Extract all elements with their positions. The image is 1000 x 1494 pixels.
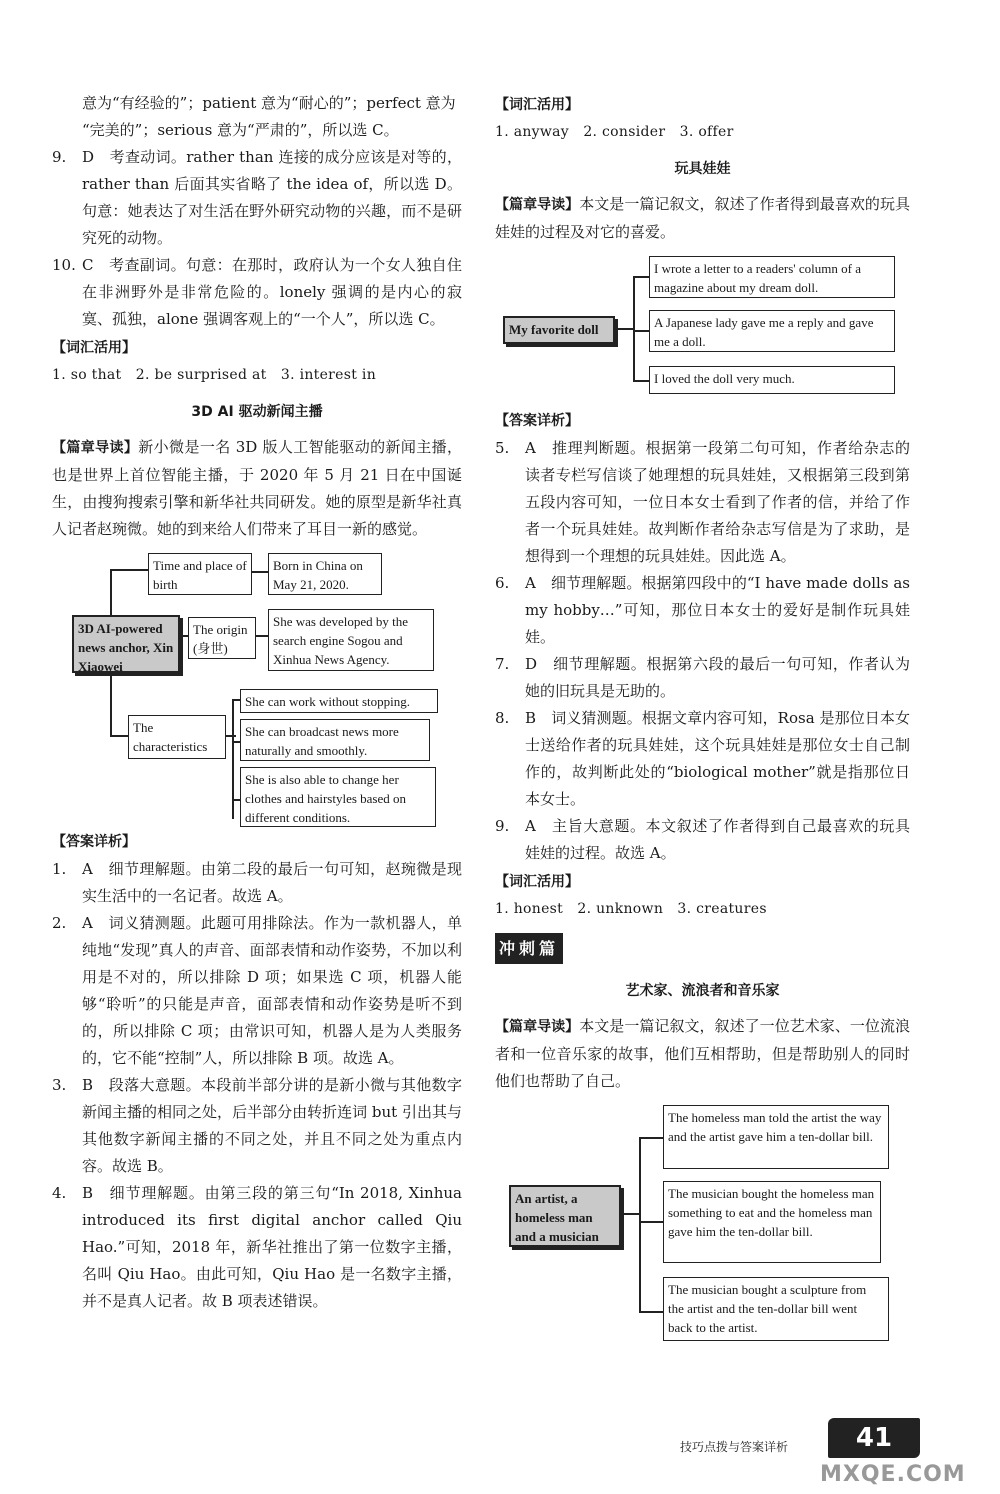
vocab-list: 1. so that 2. be surprised at 3. interest in (52, 367, 377, 383)
answer-item-7 (495, 651, 910, 705)
footer-caption: 技巧点拨与答案详析 (680, 1440, 789, 1454)
vocab-heading-2: 【词汇活用】 (495, 874, 579, 890)
answer-item-6 (495, 570, 910, 651)
answers-heading: 【答案详析】 (52, 834, 136, 850)
lead-paragraph-2 (495, 1013, 910, 1095)
answer-number: 9. (52, 148, 67, 166)
vocab-list: 1. anyway 2. consider 3. offer (495, 124, 734, 140)
intro-line-1: 意为“有经验的”；patient 意为“耐心的”；perfect 意为 (82, 94, 456, 112)
answer-item-5 (495, 435, 910, 570)
lead-text: 本文是一篇记叙文，叙述了一位艺术家、一位流浪者和一位音乐家的故事，他们互相帮助，但是帮助别人的同时他们也帮助了自己。 (495, 1017, 910, 1090)
answer-item-4 (52, 1180, 462, 1315)
answer-text: A 主旨大意题。本文叙述了作者得到自己最喜欢的玩具娃娃的过程。故选 A。 (525, 817, 910, 862)
root-favorite-doll: My favorite doll (503, 316, 615, 344)
branch-characteristics: The characteristics (128, 715, 226, 759)
lead-label: 【篇章导读】 (52, 440, 139, 456)
article-title-2: 艺术家、流浪者和音乐家 (625, 983, 780, 999)
detail-doll-2: A Japanese lady gave me a reply and gave me a doll. (649, 310, 895, 352)
answer-text: D 细节理解题。根据第六段的最后一句可知，作者认为她的旧玩具是无助的。 (525, 655, 910, 700)
lead-label: 【篇章导读】 (495, 1019, 580, 1035)
answer-item-8 (495, 705, 910, 813)
left-column (52, 90, 462, 1315)
detail-characteristic-2: She can broadcast news more naturally and smoothly. (240, 719, 430, 761)
detail-artist-2: The musician bought the homeless man something to eat and the homeless man gave him the ten-dollar bill. (663, 1181, 881, 1263)
answer-text: A 细节理解题。由第二段的最后一句可知，赵琬微是现实生活中的一名记者。故选 A。 (82, 860, 462, 905)
answer-text: A 词义猜测题。此题可用排除法。作为一款机器人，单纯地“发现”真人的声音、面部表情和动作姿势，不加以利用是不对的，所以排除 D 项；如果选 C 项，机器人能够“聆听”的只能是声音，面部表情和动作姿势是听不到的，所以排除 C 项；由常识可知，机器人是为人类服务的，它不能“控制”人，所以排除 B 项。故选 A。 (82, 914, 463, 1067)
lead-label: 【篇章导读】 (495, 197, 580, 213)
answer-number: 1. (52, 860, 67, 878)
answer-number: 7. (495, 655, 510, 673)
root-news-anchor: 3D AI-powered news anchor, Xin Xiaowei (72, 615, 180, 673)
answer-item-9 (495, 813, 910, 867)
right-column (495, 90, 910, 1351)
article-title: 玩具娃娃 (674, 161, 731, 177)
detail-doll-1: I wrote a letter to a readers' column of a magazine about my dream doll. (649, 256, 895, 298)
answer-number: 8. (495, 709, 510, 727)
answer-item-2 (52, 910, 462, 1072)
answer-number: 2. (52, 914, 67, 932)
vocab-heading: 【词汇活用】 (52, 340, 136, 356)
lead-text: 新小微是一名 3D 版人工智能驱动的新闻主播，也是世界上首位智能主播，于 2020 年 5 月 21 日在中国诞生，由搜狗搜索引擎和新华社共同研发。她的原型是新华社真人记者赵琬微。她的到来给人们带来了耳目一新的感觉。 (52, 438, 463, 538)
vocab-list-2: 1. honest 2. unknown 3. creatures (495, 901, 767, 917)
section-badge-rush: 冲刺篇 (495, 933, 563, 964)
answer-number: 4. (52, 1184, 67, 1202)
page-number: 41 (828, 1418, 920, 1458)
mind-map-artist (495, 1105, 910, 1345)
answer-number: 10. (52, 256, 76, 274)
answer-number: 6. (495, 574, 510, 592)
answers-heading: 【答案详析】 (495, 413, 579, 429)
detail-origin: She was developed by the search engine Sogou and Xinhua News Agency. (268, 609, 434, 671)
lead-paragraph (52, 434, 462, 543)
answer-item-10 (52, 252, 462, 333)
answer-text: C 考查副词。句意：在那时，政府认为一个女人独自住在非洲野外是非常危险的。lonely 强调的是内心的寂寞、孤独，alone 强调客观上的“一个人”，所以选 C。 (82, 256, 462, 328)
branch-time-place: Time and place of birth (148, 553, 252, 595)
answer-text: B 词义猜测题。根据文章内容可知，Rosa 是那位日本女士送给作者的玩具娃娃，这个玩具娃娃是那位女士自己制作的，故判断此处的“biological mother”就是指那位日本女士。 (525, 709, 910, 808)
detail-birth: Born in China on May 21, 2020. (268, 553, 382, 595)
lead-paragraph (495, 191, 910, 246)
answer-number: 5. (495, 439, 510, 457)
answer-item-9 (52, 144, 462, 252)
article-title: 3D AI 驱动新闻主播 (191, 404, 323, 420)
detail-artist-3: The musician bought a sculpture from the artist and the ten-dollar bill went back to the artist. (663, 1277, 889, 1341)
detail-characteristic-1: She can work without stopping. (240, 689, 438, 713)
answer-text: A 细节理解题。根据第四段中的“I have made dolls as my hobby…”可知，那位日本女士的爱好是制作玩具娃娃。 (525, 574, 910, 646)
answer-text: D 考查动词。rather than 连接的成分应该是对等的，rather than 后面其实省略了 the idea of，所以选 D。句意：她表达了对生活在野外研究动物的兴趣，而不是研究死的动物。 (82, 148, 462, 247)
root-artist-homeless-musician: An artist, a homeless man and a musician (509, 1185, 621, 1247)
answer-text: A 推理判断题。根据第一段第二句可知，作者给杂志的读者专栏写信谈了她理想的玩具娃娃，又根据第三段到第五段内容可知，一位日本女士看到了作者的信，并给了作者一个玩具娃娃。故判断作者给杂志写信是为了求助，是想得到一个理想的玩具娃娃。因此选 A。 (525, 439, 910, 565)
watermark: MXQE.COM (820, 1462, 966, 1487)
answer-item-1 (52, 856, 462, 910)
intro-line-2: “完美的”；serious 意为“严肃的”，所以选 C。 (82, 121, 399, 139)
answer-number: 3. (52, 1076, 67, 1094)
vocab-heading: 【词汇活用】 (495, 97, 579, 113)
branch-origin: The origin (身世) (188, 617, 256, 659)
mind-map-doll (495, 256, 910, 402)
answer-number: 9. (495, 817, 510, 835)
answer-text: B 段落大意题。本段前半部分讲的是新小微与其他数字新闻主播的相同之处，后半部分由转折连词 but 引出其与其他数字新闻主播的不同之处，并且不同之处为重点内容。故选 B。 (82, 1076, 462, 1175)
detail-characteristic-3: She is also able to change her clothes and hairstyles based on different conditions. (240, 767, 436, 827)
mind-map-news-anchor (52, 553, 462, 823)
detail-artist-1: The homeless man told the artist the way and the artist gave him a ten-dollar bill. (663, 1105, 889, 1169)
answer-item-3 (52, 1072, 462, 1180)
answer-text: B 细节理解题。由第三段的第三句“In 2018, Xinhua introduced its first digital anchor called Qiu Hao.”可知，2018 年，新华社推出了第一位数字主播，名叫 Qiu Hao。由此可知，Qiu Hao 是一名数字主播，并不是真人记者。故 B 项表述错误。 (82, 1184, 462, 1310)
lead-text: 本文是一篇记叙文，叙述了作者得到最喜欢的玩具娃娃的过程及对它的喜爱。 (495, 195, 910, 241)
detail-doll-3: I loved the doll very much. (649, 366, 895, 394)
